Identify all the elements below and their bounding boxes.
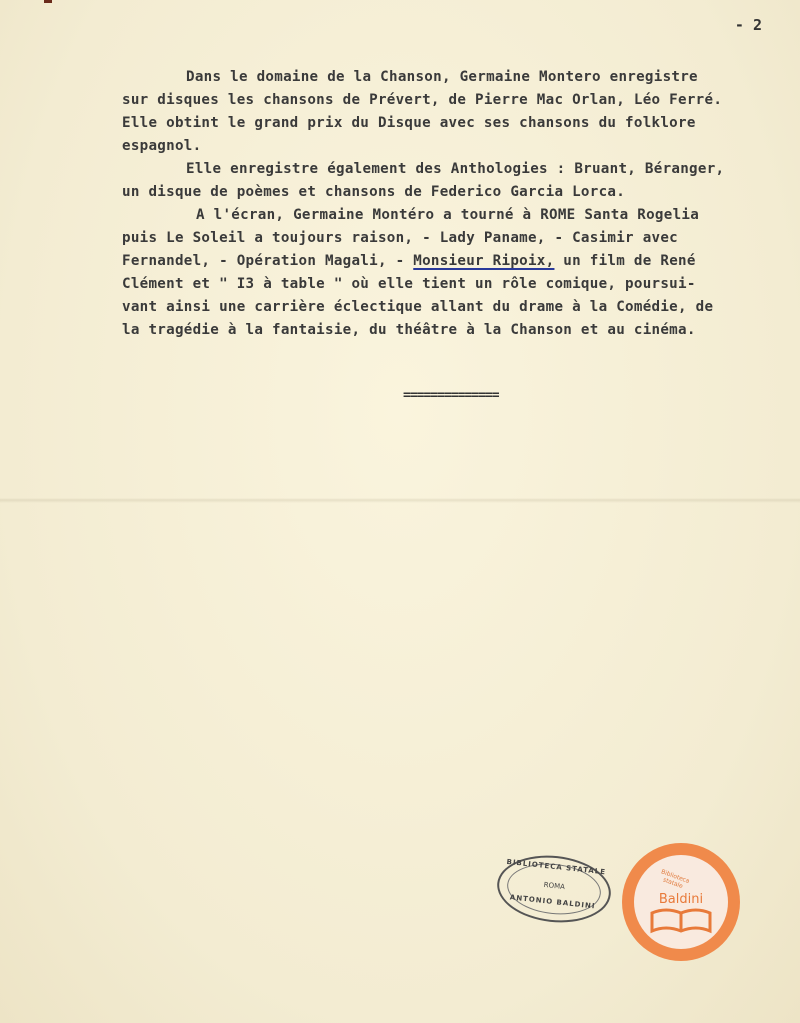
text-line: espagnol. [122, 138, 202, 154]
text-line: Clément et " I3 à table " où elle tient un rôle comique, poursui- [122, 276, 696, 292]
stamp-bottom-text: ANTONIO BALDINI [509, 893, 596, 911]
text-line: vant ainsi une carrière éclectique allant du drame à la Comédie, de [122, 299, 714, 315]
text-line: sur disques les chansons de Prévert, de Pierre Mac Orlan, Léo Ferré. [122, 92, 723, 108]
underlined-film-title: Monsieur Ripoix, [413, 253, 555, 269]
logo-name: Baldini [658, 892, 704, 907]
stamp-middle-text: ROMA [543, 880, 566, 892]
text-fragment: un film de René [554, 253, 696, 269]
text-line: la tragédie à la fantaisie, du théâtre à la Chanson et au cinéma. [122, 322, 696, 338]
stamp-top-text: BIBLIOTECA STATALE [506, 857, 607, 877]
logo-small-text: Biblioteca statale [660, 868, 691, 891]
book-icon [648, 907, 714, 935]
text-line: Elle obtint le grand prix du Disque avec ses chansons du folklore [122, 115, 696, 131]
text-line: Dans le domaine de la Chanson, Germaine Montero enregistre [186, 69, 698, 85]
baldini-logo [622, 843, 740, 961]
text-line: puis Le Soleil a toujours raison, - Lady Paname, - Casimir avec [122, 230, 679, 246]
body-text [122, 66, 762, 342]
page-number: - 2 [734, 16, 762, 34]
ink-mark [44, 0, 52, 3]
text-line: un disque de poèmes et chansons de Federico Garcia Lorca. [122, 184, 626, 200]
text-line: A l'écran, Germaine Montéro a tourné à ROME Santa Rogelia [196, 207, 700, 223]
text-fragment: Fernandel, - Opération Magali, - [122, 253, 414, 269]
separator-line: ============== [403, 388, 499, 403]
library-stamp [494, 850, 614, 928]
text-line: Elle enregistre également des Anthologies : Bruant, Béranger, [186, 161, 725, 177]
text-line [122, 250, 762, 273]
